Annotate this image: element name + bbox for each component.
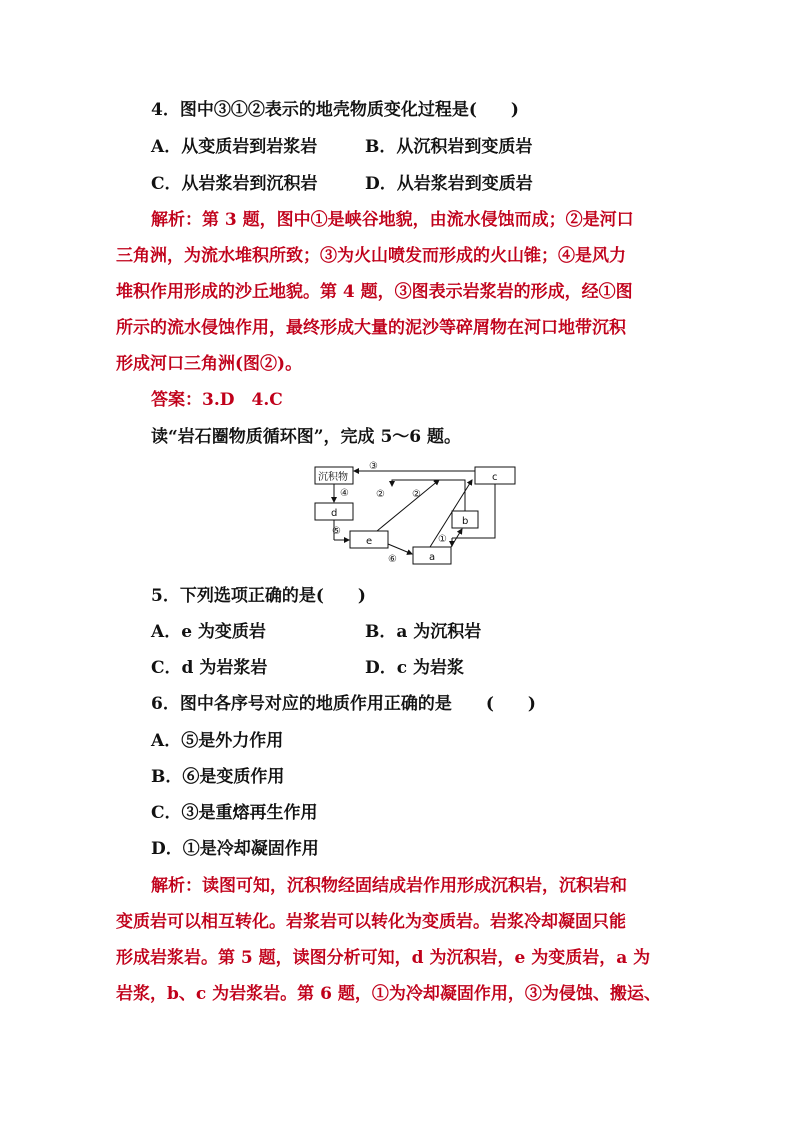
box-a-label: a	[429, 552, 436, 563]
q6-option-b: B．⑥是变质作用	[151, 767, 285, 787]
analysis2-label: 解析：	[151, 876, 202, 896]
label-5: ⑤	[332, 526, 341, 537]
box-sediment-label: 沉积物	[318, 472, 348, 483]
q4-option-b: B．从沉积岩到变质岩	[365, 137, 533, 157]
analysis1-line-5: 形成河口三角洲(图②)。	[116, 354, 303, 374]
label-4: ④	[340, 488, 349, 499]
q4-option-a: A．从变质岩到岩浆岩	[151, 137, 318, 157]
q5-option-c: C．d 为岩浆岩	[151, 658, 268, 678]
q4-option-c: C．从岩浆岩到沉积岩	[151, 174, 318, 194]
box-e-label: e	[366, 536, 373, 547]
q6-option-c: C．③是重熔再生作用	[151, 803, 318, 823]
q5-option-a: A．e 为变质岩	[151, 622, 266, 642]
analysis1-label: 解析：	[151, 210, 202, 230]
analysis1-line-4: 所示的流水侵蚀作用，最终形成大量的泥沙等碎屑物在河口地带沉积	[116, 318, 626, 338]
q6-option-d: D．①是冷却凝固作用	[151, 839, 319, 859]
q4-option-d: D．从岩浆岩到变质岩	[365, 174, 533, 194]
answer1	[151, 390, 283, 410]
label-2a: ②	[376, 489, 385, 500]
analysis2-line-2: 变质岩可以相互转化。岩浆岩可以转化为变质岩。岩浆冷却凝固只能	[116, 912, 626, 932]
analysis2-line-1: 解析：读图可知，沉积物经固结成岩作用形成沉积岩，沉积岩和	[151, 876, 627, 896]
rock-cycle-diagram	[312, 458, 522, 570]
q6-option-a: A．⑤是外力作用	[151, 731, 284, 751]
q5-stem: 5．下列选项正确的是( )	[151, 586, 366, 606]
q4-stem: 4．图中③①②表示的地壳物质变化过程是( )	[151, 100, 519, 120]
label-3: ③	[369, 461, 378, 472]
q5-option-b: B．a 为沉积岩	[365, 622, 482, 642]
analysis1-line-3: 堆积作用形成的沙丘地貌。第 4 题，③图表示岩浆岩的形成，经①图	[116, 282, 633, 302]
q5-option-d: D．c 为岩浆	[365, 658, 465, 678]
q6-stem: 6．图中各序号对应的地质作用正确的是 ( )	[151, 694, 536, 714]
label-1: ①	[438, 534, 447, 545]
label-6: ⑥	[388, 554, 397, 565]
analysis1-line-1: 解析：第 3 题，图中①是峡谷地貌，由流水侵蚀而成；②是河口	[151, 210, 634, 230]
label-2b: ②	[412, 489, 421, 500]
analysis2-line-3: 形成岩浆岩。第 5 题，读图分析可知，d 为沉积岩，e 为变质岩，a 为	[116, 948, 651, 968]
analysis2-line-4: 岩浆，b、c 为岩浆岩。第 6 题，①为冷却凝固作用，③为侵蚀、搬运、	[116, 984, 661, 1004]
diagram-intro: 读“岩石圈物质循环图”，完成 5～6 题。	[151, 427, 462, 447]
box-c-label: c	[492, 472, 498, 483]
box-b-label: b	[462, 516, 469, 527]
answer1-label: 答案：	[151, 390, 202, 410]
box-d-label: d	[331, 508, 338, 519]
analysis1-line-2: 三角洲，为流水堆积所致；③为火山喷发而形成的火山锥；④是风力	[116, 246, 626, 266]
answer1-value: 3.D 4.C	[202, 390, 283, 410]
